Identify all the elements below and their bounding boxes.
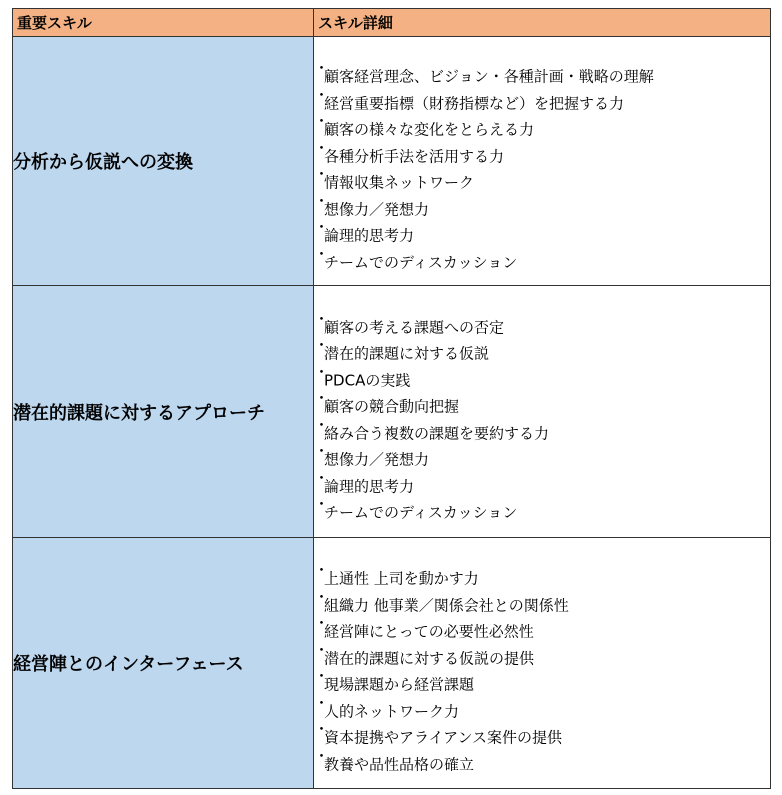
detail-item: ・ 絡み合う複数の課題を要約する力 (314, 412, 770, 439)
skill-name-cell: 潜在的課題に対するアプローチ (13, 286, 314, 538)
header-important-skill: 重要スキル (13, 9, 314, 37)
detail-item: ・ 経営重要指標（財務指標など）を把握する力 (314, 82, 770, 109)
detail-item: ・ 顧客の考える課題への否定 (314, 306, 770, 333)
detail-item: ・ 各種分析手法を活用する力 (314, 135, 770, 162)
detail-item: ・ 人的ネットワーク力 (314, 690, 770, 717)
detail-item: ・ 経営陣にとっての必要性必然性 (314, 610, 770, 637)
header-row (13, 9, 771, 37)
skill-details-cell (314, 286, 771, 538)
detail-list (314, 557, 770, 773)
detail-item: ・ 教養や品性品格の確立 (314, 743, 770, 770)
detail-item: ・ 論理的思考力 (314, 214, 770, 241)
detail-item: ・ 現場課題から経営課題 (314, 663, 770, 690)
skills-table (12, 8, 771, 789)
detail-item: ・ チームでのディスカッション (314, 491, 770, 518)
detail-list (314, 306, 770, 522)
detail-item: ・ 想像力／発想力 (314, 438, 770, 465)
detail-item: ・ 想像力／発想力 (314, 188, 770, 215)
detail-item: ・ チームでのディスカッション (314, 241, 770, 268)
skill-details-cell (314, 538, 771, 789)
detail-item: ・ 資本提携やアライアンス案件の提供 (314, 716, 770, 743)
detail-item: ・ PDCAの実践 (314, 359, 770, 386)
table-row (13, 538, 771, 789)
detail-list (314, 55, 770, 271)
table-row (13, 286, 771, 538)
skill-name-cell: 経営陣とのインターフェース (13, 538, 314, 789)
skill-name-cell: 分析から仮説への変換 (13, 37, 314, 286)
skill-details-cell (314, 37, 771, 286)
detail-item: ・ 論理的思考力 (314, 465, 770, 492)
detail-item: ・ 組織力 他事業／関係会社との関係性 (314, 584, 770, 611)
detail-item: ・ 潜在的課題に対する仮説の提供 (314, 637, 770, 664)
detail-item: ・ 顧客経営理念、ビジョン・各種計画・戦略の理解 (314, 55, 770, 82)
detail-item: ・ 顧客の様々な変化をとらえる力 (314, 108, 770, 135)
detail-item: ・ 顧客の競合動向把握 (314, 385, 770, 412)
table-row (13, 37, 771, 286)
detail-item: ・ 上通性 上司を動かす力 (314, 557, 770, 584)
header-skill-details: スキル詳細 (314, 9, 771, 37)
detail-item: ・ 潜在的課題に対する仮説 (314, 332, 770, 359)
detail-item: ・ 情報収集ネットワーク (314, 161, 770, 188)
